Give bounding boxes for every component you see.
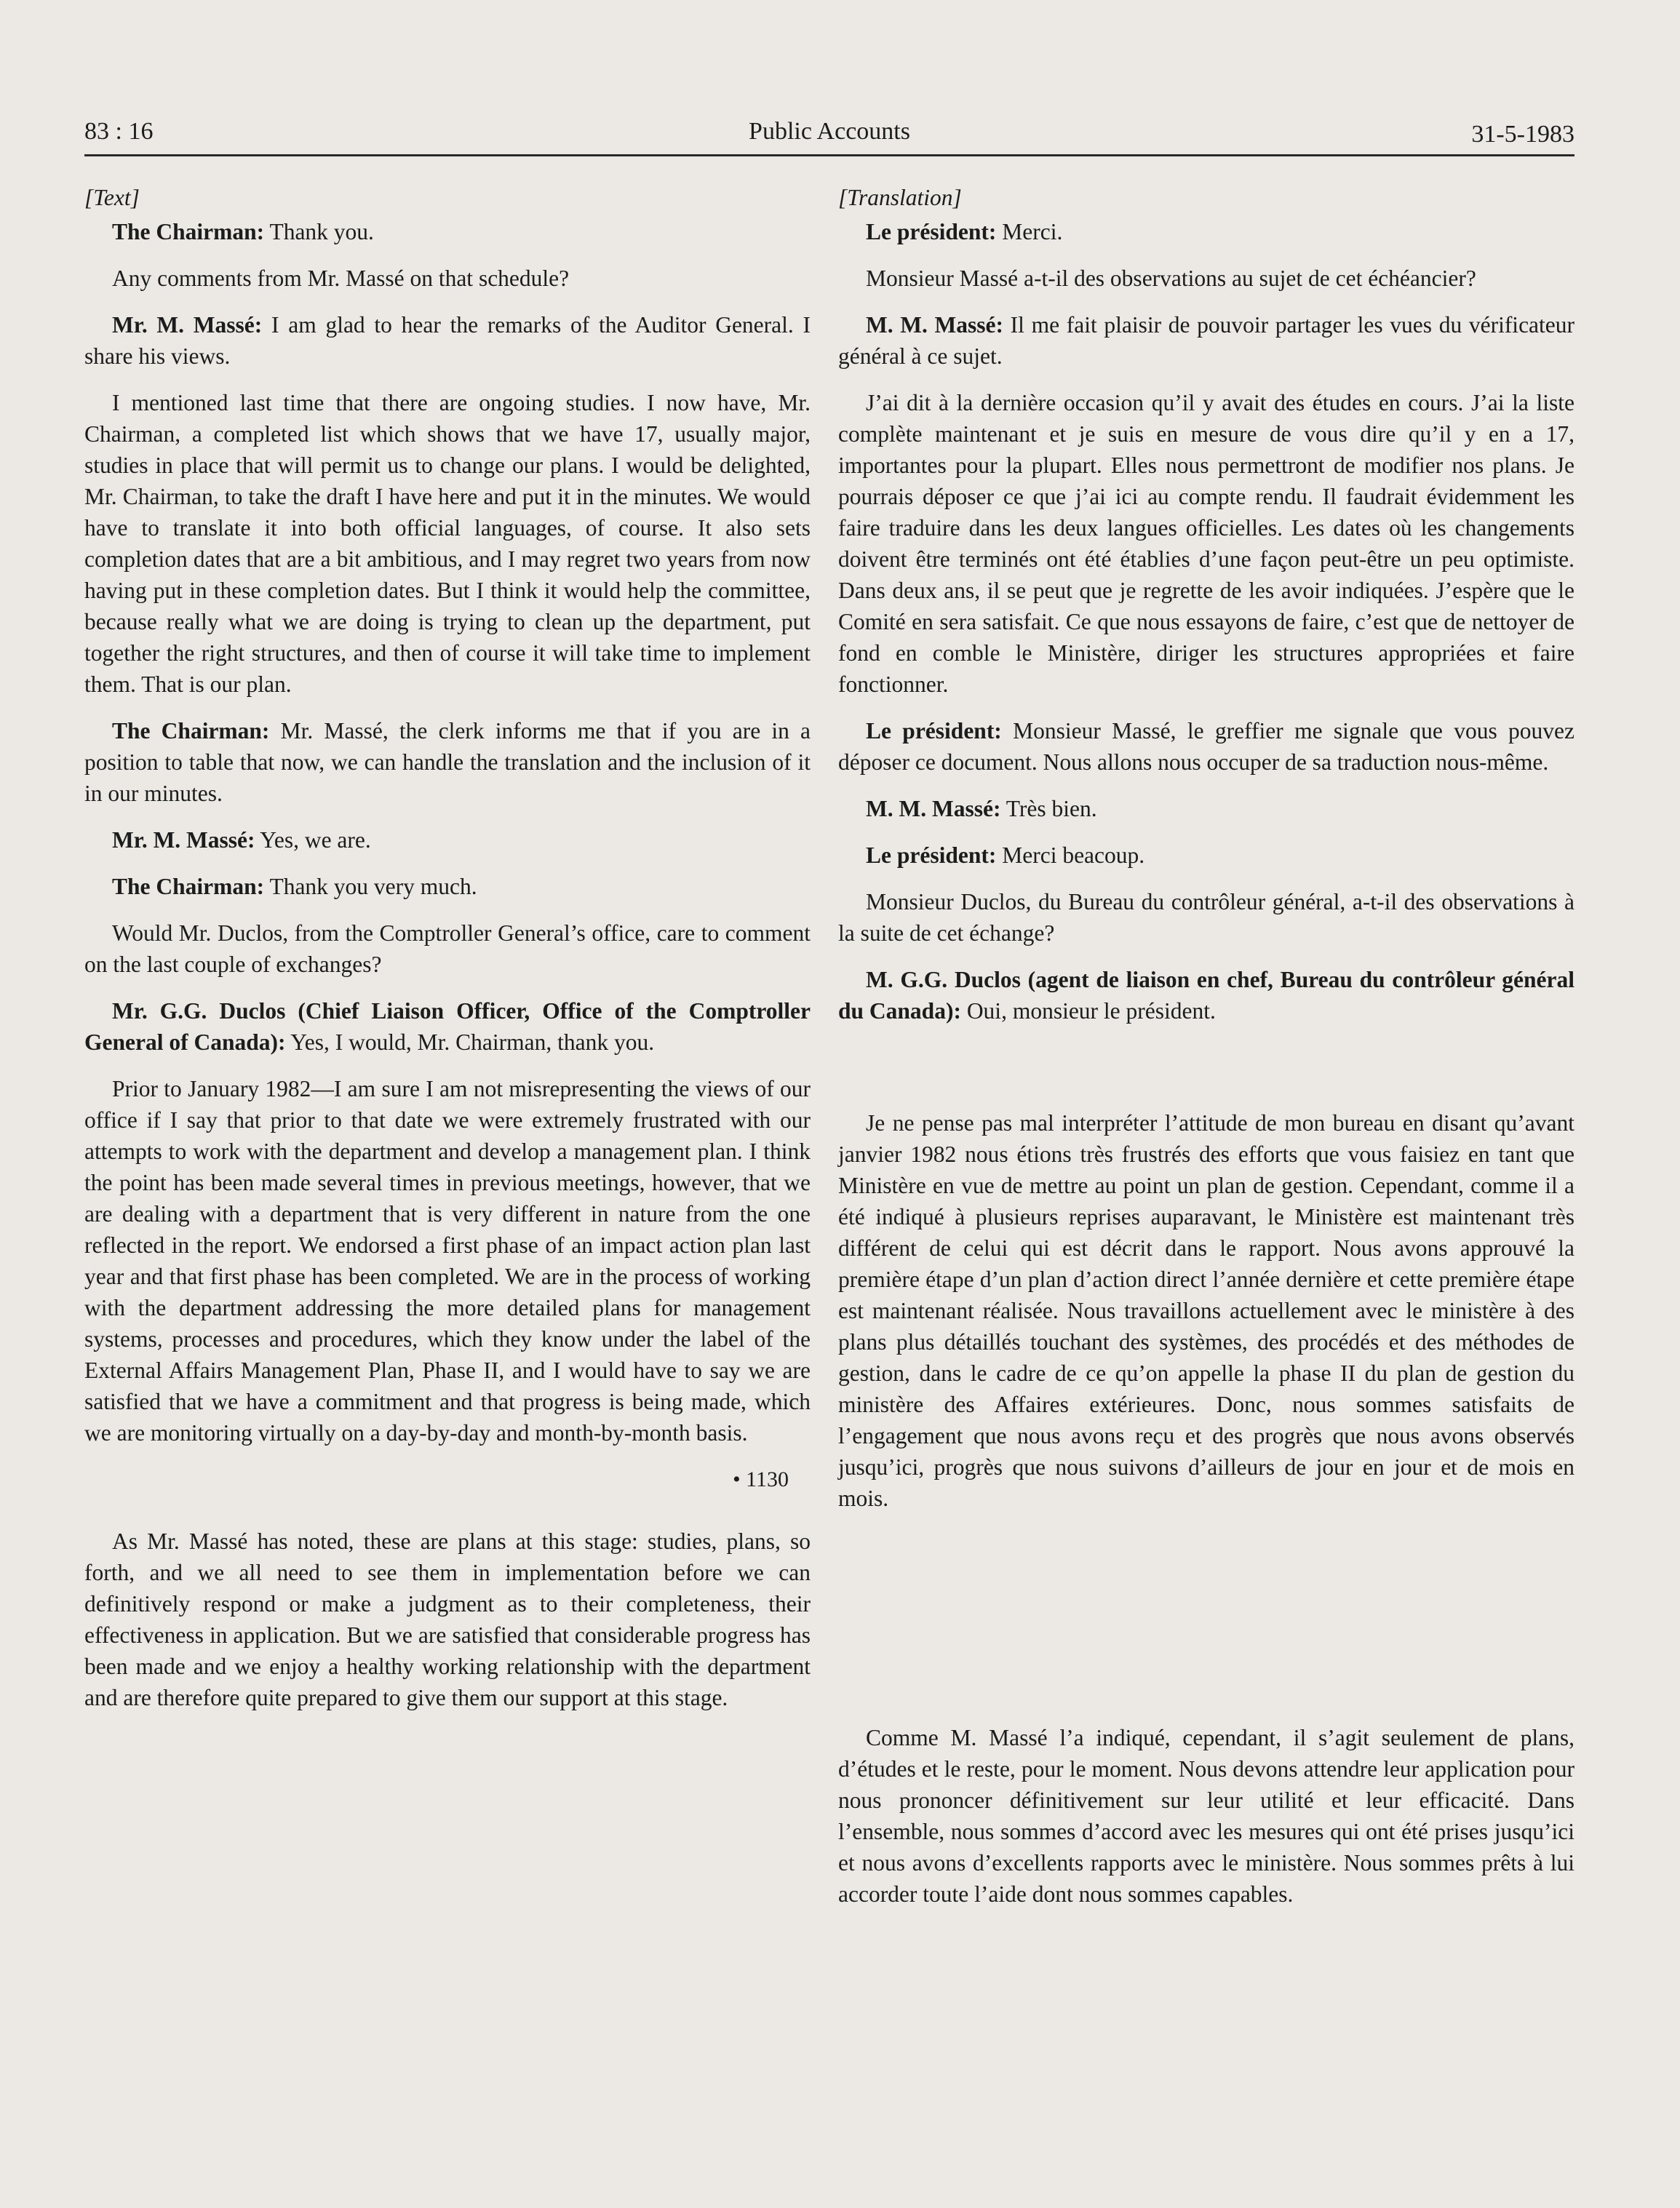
spacer xyxy=(838,1042,1574,1107)
paragraph: Comme M. Massé l’a indiqué, cependant, il s’agit seulement de plans, d’études et le reste, pour le moment. Nous devons attendre leur application pour nous prononcer définitivement sur leur utilité et leur efficacité. Dans l’ensemble, nous sommes d’accord avec les mesures qui ont été prises jusqu’ici et nous avons d’excellents rapports avec le ministère. Nous sommes prêts à lui accorder toute l’aide dont nous sommes capables. xyxy=(838,1725,1574,1907)
speaker: The Chairman: xyxy=(112,219,265,244)
speech: I am glad to hear the remarks of the Auditor General. I share his views. xyxy=(84,312,811,369)
paragraph xyxy=(84,309,811,372)
page-date: 31-5-1983 xyxy=(1471,121,1574,148)
speaker: The Chairman: xyxy=(112,718,270,744)
paragraph: Monsieur Massé a-t-il des observations au sujet de cet échéancier? xyxy=(866,266,1476,291)
speech: Thank you very much. xyxy=(264,874,477,899)
paragraph: I mentioned last time that there are ongoing studies. I now have, Mr. Chairman, a completed list which shows that we have 17, usually major, studies in place that will permit us to change our plans. I would be delighted, Mr. Chairman, to take the draft I have here and put it in the minutes. We would have to translate it into both official languages, of course. It also sets completion dates that are a bit ambitious, and I may regret two years from now having put in these completion dates. But I think it would help the committee, because really what we are doing is trying to clean up the department, put together the right structures, and then of course it will take time to implement them. That is our plan. xyxy=(84,390,811,697)
paragraph: Would Mr. Duclos, from the Comptroller General’s office, care to comment on the last couple of exchanges? xyxy=(84,920,811,977)
french-column xyxy=(838,182,1574,1925)
speech: Thank you. xyxy=(264,219,374,244)
paragraph: Any comments from Mr. Massé on that schedule? xyxy=(112,266,570,291)
speaker: Mr. M. Massé: xyxy=(112,827,255,853)
speech: Oui, monsieur le président. xyxy=(960,998,1216,1024)
speech: Il me fait plaisir de pouvoir partager les vues du vérificateur général à ce sujet. xyxy=(838,312,1574,369)
paragraph xyxy=(84,871,811,902)
speech: Monsieur Massé, le greffier me signale que vous pouvez déposer ce document. Nous allons nous occuper de sa traduction nous-même. xyxy=(838,718,1574,775)
speech: Yes, we are. xyxy=(255,827,371,853)
speaker: M. G.G. Duclos (agent de liaison en chef, Bureau du contrôleur général du Canada): xyxy=(838,967,1574,1024)
speech: Yes, I would, Mr. Chairman, thank you. xyxy=(285,1029,655,1055)
paragraph xyxy=(838,309,1574,372)
speaker: M. M. Massé: xyxy=(866,796,1001,821)
english-column xyxy=(84,182,811,1729)
speaker: Mr. G.G. Duclos (Chief Liaison Officer, Office of the Comptroller General of Canada): xyxy=(84,998,811,1055)
paragraph xyxy=(84,715,811,809)
translation-tag: [Translation] xyxy=(838,185,962,210)
speaker: Le président: xyxy=(866,718,1002,744)
paragraph xyxy=(838,793,1574,824)
paragraph xyxy=(838,840,1574,871)
speech: Très bien. xyxy=(1000,796,1097,821)
speaker: Le président: xyxy=(866,219,997,244)
paragraph xyxy=(838,964,1574,1027)
paragraph xyxy=(84,824,811,856)
spacer xyxy=(838,1529,1574,1722)
paragraph xyxy=(84,995,811,1058)
paragraph: Monsieur Duclos, du Bureau du contrôleur général, a-t-il des observations à la suite de cet échange? xyxy=(838,889,1574,946)
header-rule xyxy=(84,154,1574,156)
speech: Mr. Massé, the clerk informs me that if you are in a position to table that now, we can handle the translation and the inclusion of it in our minutes. xyxy=(84,718,811,806)
paragraph xyxy=(84,216,811,247)
speaker: The Chairman: xyxy=(112,874,265,899)
speaker: M. M. Massé: xyxy=(866,312,1004,338)
speaker: Le président: xyxy=(866,842,997,868)
speech: Merci. xyxy=(996,219,1063,244)
paragraph: Prior to January 1982—I am sure I am not misrepresenting the views of our office if I say that prior to that date we were extremely frustrated with our attempts to work with the department and develop a management plan. I think the point has been made several times in previous meetings, however, that we are dealing with a department that is very different in nature from the one reflected in the report. We endorsed a first phase of an impact action plan last year and that first phase has been completed. We are in the process of working with the department addressing the more detailed plans for management systems, processes and procedures, which they know under the label of the External Affairs Management Plan, Phase II, and I would have to say we are satisfied that we have a commitment and that progress is being made, which we are monitoring virtually on a day-by-day and month-by-month basis. xyxy=(84,1076,811,1446)
page-title: Public Accounts xyxy=(749,118,910,145)
text-tag: [Text] xyxy=(84,185,140,210)
paragraph: As Mr. Massé has noted, these are plans at this stage: studies, plans, so forth, and we all need to see them in implementation before we can definitively respond or make a judgment as to their completeness, their effectiveness in application. But we are satisfied that considerable progress has been made and we enjoy a healthy working relationship with the department and are therefore quite prepared to give them our support at this stage. xyxy=(84,1529,811,1710)
paragraph: J’ai dit à la dernière occasion qu’il y avait des études en cours. J’ai la liste complète maintenant et je suis en mesure de vous dire qu’il y en a 17, importantes pour la plupart. Elles nous permettront de modifier nos plans. Je pourrais déposer ce que j’ai ici au compte rendu. Il faudrait évidemment les faire traduire dans les deux langues officielles. Les dates où les changements doivent être terminés ont été établies d’une façon peut-être un peu optimiste. Dans deux ans, il se peut que je regrette de les avoir indiquées. J’espère que le Comité en sera satisfait. Ce que nous essayons de faire, c’est que de nettoyer de fond en comble le Ministère, diriger les structures appropriées et faire fonctionner. xyxy=(838,390,1574,697)
paragraph xyxy=(838,216,1574,247)
paragraph xyxy=(838,715,1574,778)
speech: Merci beacoup. xyxy=(996,842,1145,868)
time-marker: • 1130 xyxy=(733,1467,789,1491)
speaker: Mr. M. Massé: xyxy=(112,312,263,338)
paragraph: Je ne pense pas mal interpréter l’attitude de mon bureau en disant qu’avant janvier 1982 nous étions très frustrés des efforts que vous faisiez en tant que Ministère en vue de mettre au point un plan de gestion. Cependant, comme il a été indiqué à plusieurs reprises auparavant, le Ministère est maintenant très différent de celui qui est décrit dans le rapport. Nous avons approuvé la première étape d’un plan d’action direct l’année dernière et cette première étape est maintenant réalisée. Nous travaillons actuellement avec le ministère à des plans plus détaillés touchant des systèmes, des procédés et des méthodes de gestion, dans le cadre de ce qu’on appelle la phase II du plan de gestion du ministère des Affaires extérieures. Donc, nous sommes satisfaits de l’engagement que nous avons reçu et des progrès que nous avons observés jusqu’ici, progrès que nous suivons d’ailleurs de jour en jour et de mois en mois. xyxy=(838,1110,1574,1511)
page-number: 83 : 16 xyxy=(84,118,154,145)
